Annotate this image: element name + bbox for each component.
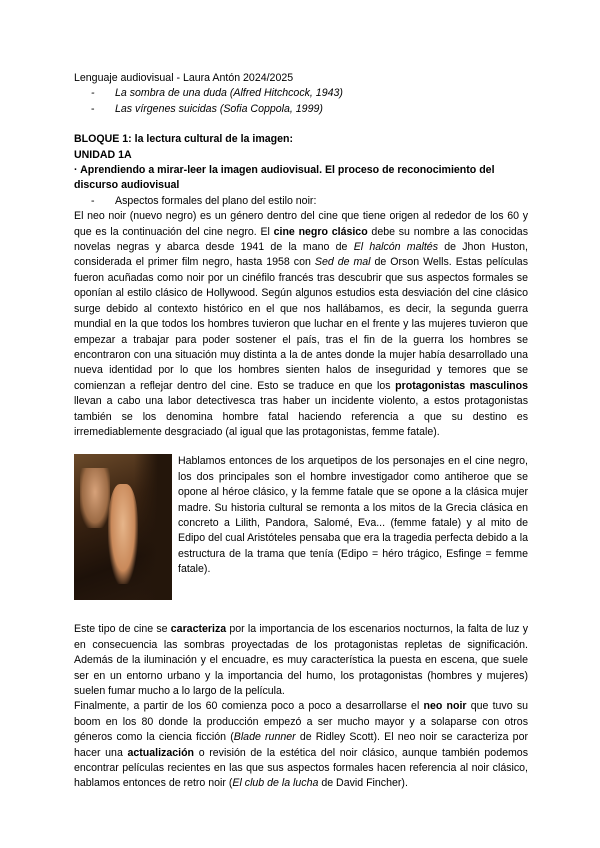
spacer <box>74 117 528 132</box>
bold-term: actualización <box>127 746 195 759</box>
figure-row <box>74 454 528 602</box>
list-dash: - <box>91 87 95 100</box>
film-title: Las vírgenes suicidas <box>115 102 217 115</box>
subsection-item <box>74 194 528 209</box>
film-title: El halcón maltés <box>353 241 438 254</box>
bold-term: caracteriza <box>170 623 227 636</box>
bold-term: cine negro clásico <box>273 225 368 238</box>
film-credit: (Sofia Coppola, 1999) <box>216 102 323 115</box>
section-title-line-1: · Aprendiendo a mirar-leer la imagen audiovisual. El proceso de reconocimiento del <box>74 164 495 177</box>
film-title: El club de la lucha <box>232 777 319 790</box>
paragraph-neo-noir-evolution: Finalmente, a partir de los 60 comienza poco a poco a desarrollarse el neo noir que tuvo su boom en los 80 donde la producción empezó a ser mucho mayor y a solaparse con otros géneros como la ciencia ficción (Blade runner de Ridley Scott). El neo noir se caracteriza por hacer una actualización o revisión de la estética del noir clásico, aunque también podemos encontrar películas recientes en las que sus aspectos formales hacen referencia al noir clásico, hablamos entonces de retro noir (El club de la lucha de David Fincher). <box>74 700 529 790</box>
list-dash: - <box>91 194 95 207</box>
painting-oedipus-sphinx-icon <box>74 454 172 600</box>
paragraph-neo-noir-intro: El neo noir (nuevo negro) es un género dentro del cine que tiene origen al rededor de los 60 y que es la continuación del cine negro. El cine negro clásico debe su nombre a las conocidas novelas negras y abarca desde 1941 de la mano de El halcón maltés de Jhon Huston, considerada el primer film negro, hasta 1958 con Sed de mal de Orson Wells. Estas películas fueron acuñadas como noir por un cinéfilo francés tras descubrir que sus aspectos formales se oponían al estilo clásico de Hollywood. Según algunos estudios esta desviación del cine clásico surge debido al contexto histórico en el que nos hallábamos, es decir, la segunda guerra mundial en la que todos los hombres tuvieron que luchar en el frente y las mujeres tuvieron que empezar a trabajar para poder sostener el país, tras el fin de la guerra los hombres se encontraron con una situación muy distinta a la de antes donde la mujer había desarrollado una nueva identidad por lo que los hombres sienten halos de inseguridad y temores que se comienzan a reflejar dentro del cine. Esto se traduce en que los protagonistas masculinos llevan a cabo una labor detectivesca tras haber un incidente violento, a estos protagonistas también se los denomina hombre fatal haciendo referencia a que su destino es irremediablemente desgraciado (al igual que las protagonistas, femme fatale). <box>74 210 528 438</box>
film-item <box>91 102 528 117</box>
bold-term: neo noir <box>423 700 467 713</box>
document-content <box>74 71 528 792</box>
section-title-line-2: discurso audiovisual <box>74 179 180 192</box>
bold-term: protagonistas masculinos <box>395 379 528 392</box>
document-header: Lenguaje audiovisual - Laura Antón 2024/2025 <box>74 72 294 84</box>
film-title: La sombra de una duda (Alfred Hitchcock, 1943) <box>115 87 343 100</box>
list-dash: - <box>91 102 95 115</box>
film-list <box>74 86 528 117</box>
paragraph-characteristics: Este tipo de cine se caracteriza por la importancia de los escenarios nocturnos, la falta de luz y en consecuencia las sombras proyectadas de los protagonistas repletas de significación. Además de la iluminación y el encuadre, es muy característica la puesta en escena, que suele ser en un entorno urbano y la importancia del humo, los protagonistas (hombres y mujeres) suelen fumar mucho a lo largo de la película. <box>74 623 528 697</box>
film-title: Sed de mal <box>314 256 371 269</box>
film-title: Blade runner <box>233 731 296 744</box>
figure-caption-text: Hablamos entonces de los arquetipos de los personajes en el cine negro, los dos principales son el hombre investigador como antiheroe que se opone al héroe clásico, y la femme fatale que se opone a la clásica mujer madre. Su historia cultural se remonta a los mitos de la Grecia clásica en concreto a Lilith, Pandora, Salomé, Eva... (femme fatale) y al mito de Edipo del cual Aristóteles pensaba que era la tragedia perfecta debido a la estructura de la trama que tenía (Edipo = héro trágico, Esfinge = femme fatale). <box>178 455 528 576</box>
subsection-title: Aspectos formales del plano del estilo noir: <box>115 194 317 207</box>
unit-title: UNIDAD 1A <box>74 148 132 161</box>
block-title: BLOQUE 1: la lectura cultural de la imagen: <box>74 133 293 146</box>
film-item <box>91 86 528 101</box>
